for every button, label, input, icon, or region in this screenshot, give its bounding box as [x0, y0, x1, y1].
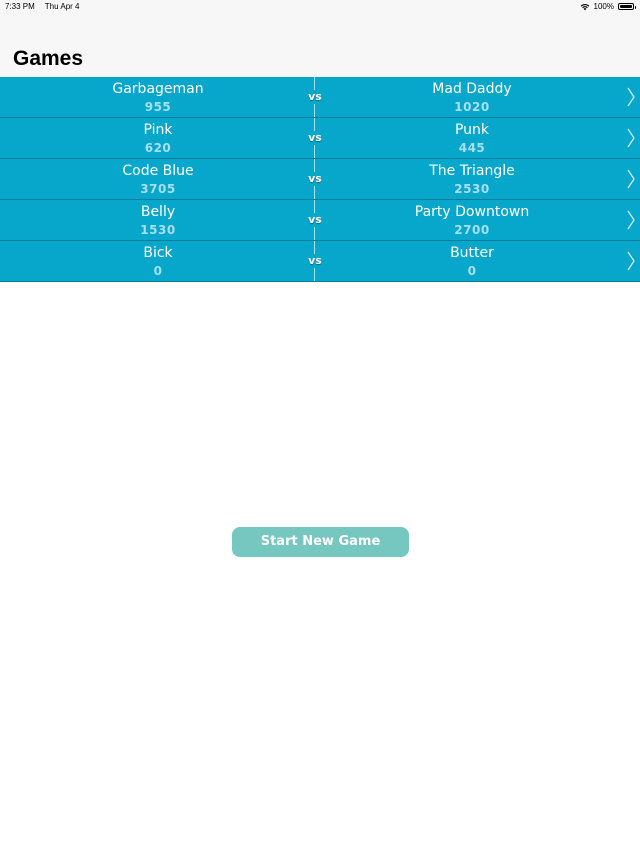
team-score: 2700 — [454, 223, 490, 237]
team-name: The Triangle — [429, 163, 515, 179]
team-score: 955 — [144, 100, 172, 114]
team-score: 445 — [458, 141, 486, 155]
vs-label: vs — [300, 90, 330, 104]
status-time: 7:33 PM — [5, 2, 35, 11]
game-row[interactable] — [0, 159, 640, 200]
chevron-right-icon — [626, 209, 636, 231]
team-right — [322, 118, 622, 158]
navigation-header — [0, 0, 640, 77]
team-score: 620 — [144, 141, 172, 155]
game-row[interactable] — [0, 241, 640, 282]
team-score: 1020 — [454, 100, 490, 114]
team-name: Bick — [143, 245, 173, 261]
status-date: Thu Apr 4 — [44, 2, 80, 11]
vs-label: vs — [300, 131, 330, 145]
team-name: Mad Daddy — [432, 81, 512, 97]
team-name: Party Downtown — [414, 204, 530, 220]
battery-icon — [618, 3, 634, 10]
chevron-right-icon — [626, 250, 636, 272]
team-name: Belly — [140, 204, 176, 220]
team-score: 0 — [467, 264, 477, 278]
team-left — [8, 200, 308, 240]
team-name: Garbageman — [112, 81, 204, 97]
team-name: Punk — [454, 122, 490, 138]
wifi-icon — [580, 3, 590, 11]
team-right — [322, 159, 622, 199]
page-title: Games — [13, 47, 84, 70]
vs-label: vs — [300, 254, 330, 268]
start-new-game-button[interactable]: Start New Game — [232, 527, 409, 557]
team-right — [322, 200, 622, 240]
team-left — [8, 241, 308, 281]
team-score: 1530 — [140, 223, 176, 237]
team-right — [322, 241, 622, 281]
status-bar — [0, 0, 640, 14]
game-row[interactable] — [0, 118, 640, 159]
vs-label: vs — [300, 172, 330, 186]
team-score: 3705 — [140, 182, 176, 196]
team-name: Pink — [143, 122, 173, 138]
team-left — [8, 159, 308, 199]
battery-percent: 100% — [593, 2, 614, 11]
chevron-right-icon — [626, 127, 636, 149]
team-score: 0 — [153, 264, 163, 278]
team-left — [8, 118, 308, 158]
games-list — [0, 77, 640, 282]
team-name: Butter — [450, 245, 494, 261]
vs-label: vs — [300, 213, 330, 227]
team-left — [8, 77, 308, 117]
game-row[interactable] — [0, 77, 640, 118]
team-score: 2530 — [454, 182, 490, 196]
game-row[interactable] — [0, 200, 640, 241]
team-right — [322, 77, 622, 117]
team-name: Code Blue — [122, 163, 194, 179]
chevron-right-icon — [626, 168, 636, 190]
chevron-right-icon — [626, 86, 636, 108]
